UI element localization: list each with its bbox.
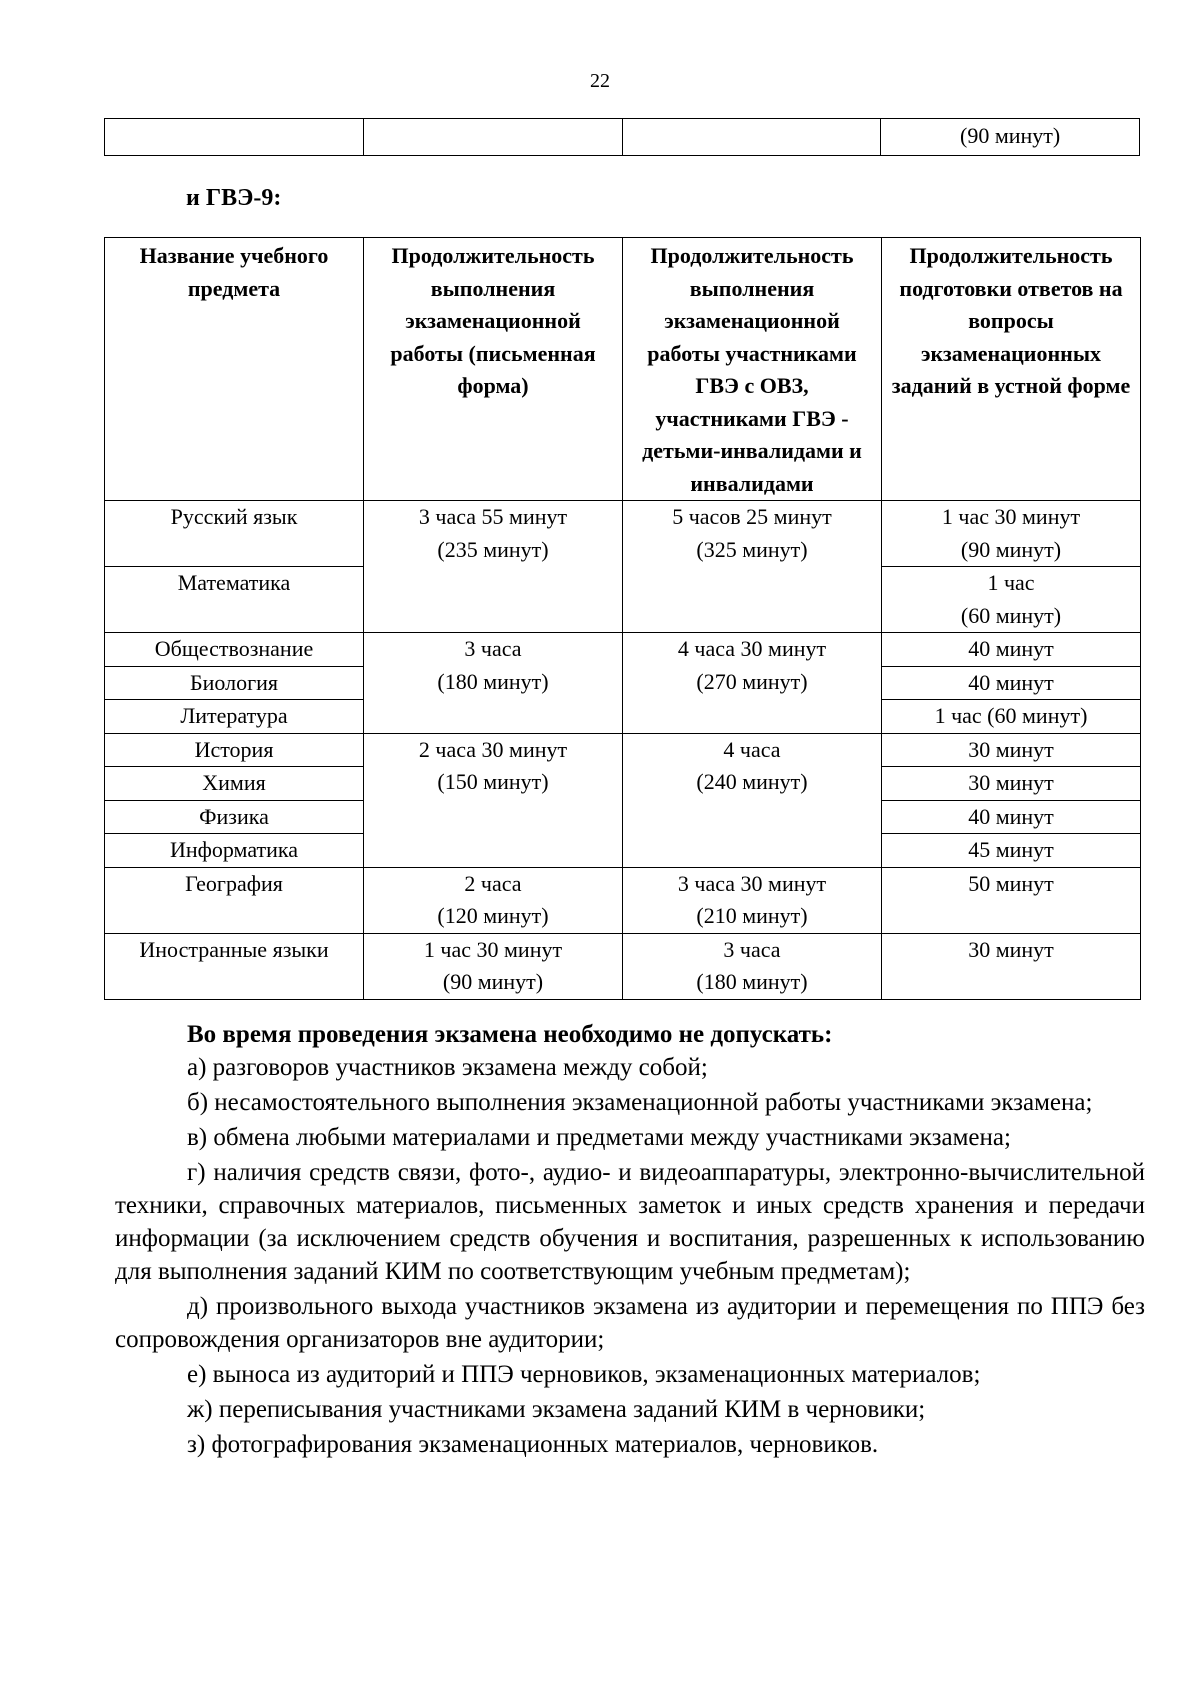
oral-duration-cell: 30 минут <box>882 767 1141 801</box>
subject-cell: История <box>105 733 364 767</box>
oral-duration-cell: 45 минут <box>882 834 1141 868</box>
oral-duration-cell: 1 час (60 минут) <box>882 700 1141 734</box>
table-row <box>105 733 1141 767</box>
oral-duration-cell: 40 минут <box>882 666 1141 700</box>
subject-cell: Литература <box>105 700 364 734</box>
table-cell: (90 минут) <box>881 119 1140 156</box>
table-cell <box>363 119 622 156</box>
table-cell <box>622 119 881 156</box>
subject-cell: Иностранные языки <box>105 933 364 999</box>
written-duration-cell: 1 час 30 минут (90 минут) <box>364 933 623 999</box>
header-subject: Название учебного предмета <box>105 238 364 501</box>
ovz-duration-cell: 4 часа 30 минут (270 минут) <box>623 633 882 734</box>
written-duration-cell: 3 часа 55 минут (235 минут) <box>364 501 623 633</box>
oral-duration-cell: 30 минут <box>882 733 1141 767</box>
subject-cell: Информатика <box>105 834 364 868</box>
rule-item: ж) переписывания участниками экзамена заданий КИМ в черновики; <box>187 1396 926 1423</box>
subject-cell: Математика <box>105 567 364 633</box>
exam-duration-table <box>104 237 1141 1000</box>
table-row <box>105 867 1141 933</box>
oral-duration-cell: 1 час 30 минут (90 минут) <box>882 501 1141 567</box>
ovz-duration-cell: 4 часа (240 минут) <box>623 733 882 867</box>
rule-item: г) наличия средств связи, фото-, аудио- и видеоаппаратуры, электронно-вычислительной техники, справочных материалов, письменных заметок и иных средств хранения и передачи информации (за исключением средств обучения и воспитания, разрешенных к использованию для выполнения заданий КИМ по соответствующим учебным предметам); <box>115 1159 1145 1285</box>
table-row <box>105 933 1141 999</box>
page-number: 22 <box>590 70 610 92</box>
header-oral-duration: Продолжительность подготовки ответов на вопросы экзаменационных заданий в устной форме <box>882 238 1141 501</box>
rule-item: б) несамостоятельного выполнения экзаменационной работы участниками экзамена; <box>187 1089 1093 1116</box>
subject-cell: Биология <box>105 666 364 700</box>
continued-table-fragment <box>104 118 1140 156</box>
oral-duration-cell: 1 час (60 минут) <box>882 567 1141 633</box>
subject-cell: Химия <box>105 767 364 801</box>
oral-duration-cell: 40 минут <box>882 633 1141 667</box>
rule-item: д) произвольного выхода участников экзамена из аудитории и перемещения по ППЭ без сопровождения организаторов вне аудитории; <box>115 1293 1145 1353</box>
subject-cell: Русский язык <box>105 501 364 567</box>
rules-heading: Во время проведения экзамена необходимо не допускать: <box>187 1021 833 1048</box>
table-cell <box>105 119 364 156</box>
header-written-duration: Продолжительность выполнения экзаменационной работы (письменная форма) <box>364 238 623 501</box>
ovz-duration-cell: 3 часа 30 минут (210 минут) <box>623 867 882 933</box>
table-row <box>105 633 1141 667</box>
table-header-row <box>105 238 1141 501</box>
table-row <box>105 501 1141 567</box>
ovz-duration-cell: 3 часа (180 минут) <box>623 933 882 999</box>
rule-item: з) фотографирования экзаменационных материалов, черновиков. <box>187 1431 879 1458</box>
written-duration-cell: 2 часа (120 минут) <box>364 867 623 933</box>
rule-item: в) обмена любыми материалами и предметами между участниками экзамена; <box>187 1124 1011 1151</box>
rule-item: е) выноса из аудиторий и ППЭ черновиков, экзаменационных материалов; <box>187 1361 981 1388</box>
subject-cell: Обществознание <box>105 633 364 667</box>
header-ovz-duration: Продолжительность выполнения экзаменационной работы участниками ГВЭ с ОВЗ, участниками ГВЭ - детьми-инвалидами и инвалидами <box>623 238 882 501</box>
oral-duration-cell: 40 минут <box>882 800 1141 834</box>
ovz-duration-cell: 5 часов 25 минут (325 минут) <box>623 501 882 633</box>
section-heading: и ГВЭ-9: <box>186 185 282 211</box>
written-duration-cell: 2 часа 30 минут (150 минут) <box>364 733 623 867</box>
subject-cell: Физика <box>105 800 364 834</box>
oral-duration-cell: 30 минут <box>882 933 1141 999</box>
oral-duration-cell: 50 минут <box>882 867 1141 933</box>
written-duration-cell: 3 часа (180 минут) <box>364 633 623 734</box>
rule-item: а) разговоров участников экзамена между собой; <box>187 1054 708 1081</box>
exam-rules-section <box>115 1018 1145 1463</box>
subject-cell: География <box>105 867 364 933</box>
